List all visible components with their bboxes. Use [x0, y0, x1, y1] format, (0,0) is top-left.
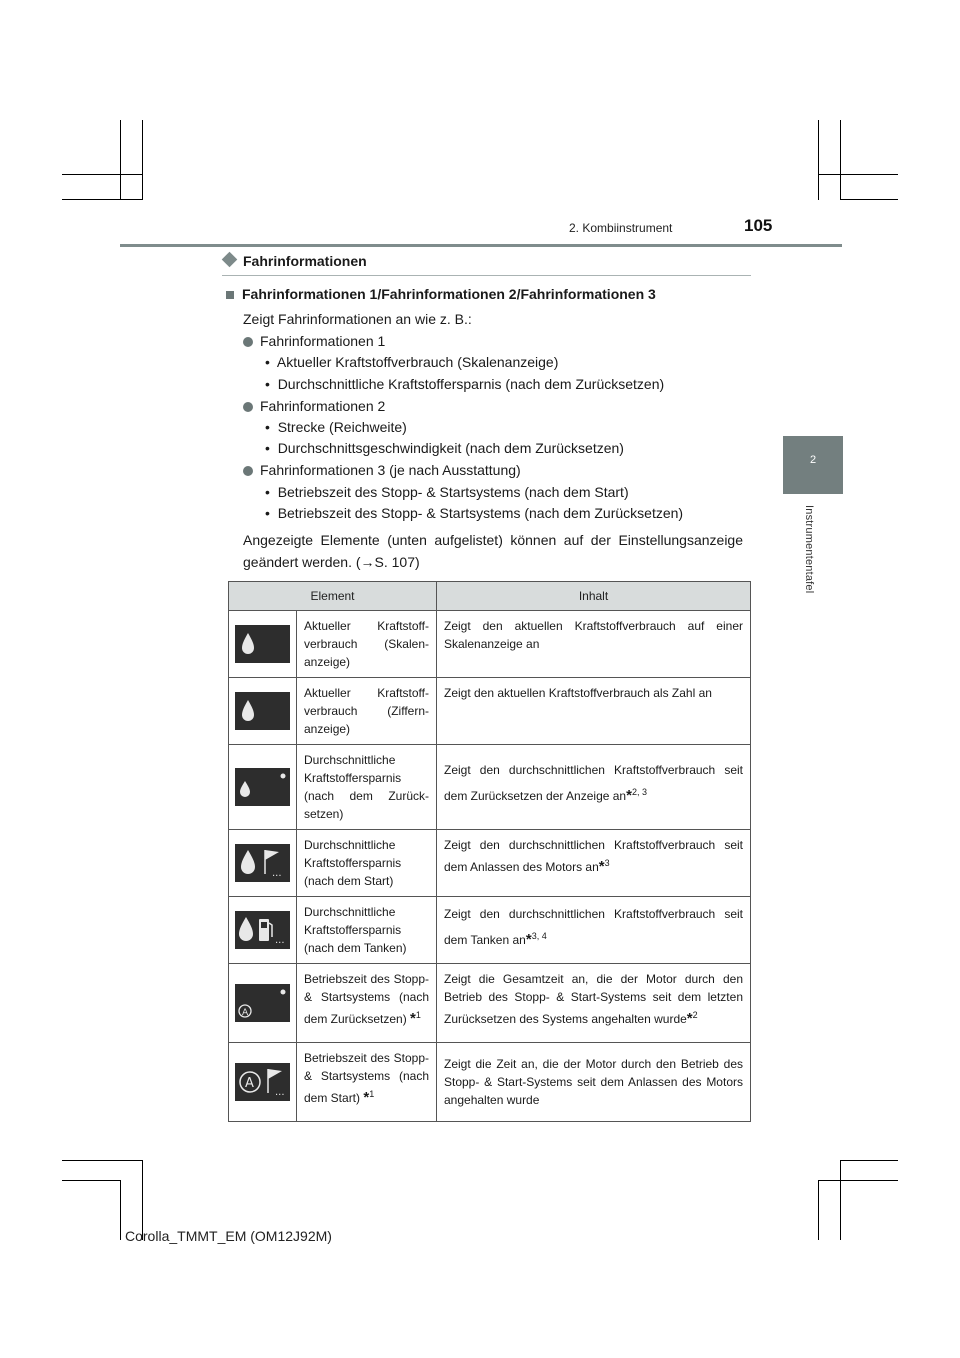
- crop-mark: [818, 120, 819, 200]
- crop-mark: [62, 1160, 142, 1161]
- column-header-element: Element: [229, 582, 437, 611]
- crop-mark: [142, 120, 143, 200]
- table-row: [229, 611, 751, 678]
- column-header-content: Inhalt: [437, 582, 751, 611]
- element-name: Aktueller Kraftstoffverbrauch (Ziffernanzeige): [297, 678, 437, 745]
- crop-mark: [818, 174, 898, 175]
- table-row: [229, 1043, 751, 1122]
- footnote-ref: 3: [604, 858, 610, 868]
- fuel-drop-pump-icon: [235, 911, 290, 949]
- intro-text: Zeigt Fahrinformationen an wie z. B.:: [243, 311, 472, 327]
- table-row: [229, 830, 751, 897]
- table-header-row: [229, 582, 751, 611]
- element-content: Zeigt den durchschnittlichen Kraftstoffverbrauch seit dem Zurücksetzen der Anzeige an*$^{2, 3}$: [437, 745, 751, 830]
- footnote-ref: 1: [369, 1089, 375, 1099]
- element-name: Betriebszeit des Stopp- & Startsystems (nach dem Zurücksetzen) *$^1$: [297, 964, 437, 1043]
- bullet-icon: [243, 466, 253, 476]
- footnote-ref: 2, 3: [631, 787, 647, 797]
- bullet-icon: [243, 402, 253, 412]
- crop-mark: [840, 1160, 841, 1240]
- list-item: Fahrinformationen 3 (je nach Ausstattung): [243, 460, 521, 481]
- table-row: [229, 897, 751, 964]
- element-content: Zeigt die Zeit an, die der Motor durch den Betrieb des Stopp- & Start-Systems seit dem Anlassen des Motors angehalten wurde: [437, 1043, 751, 1122]
- stop-start-reset-icon: [235, 984, 290, 1022]
- bullet-icon: [243, 337, 253, 347]
- element-content: Zeigt den durchschnittlichen Kraftstoffverbrauch seit dem Tanken an*$^{3, 4}$: [437, 897, 751, 964]
- svg-text:...: ...: [275, 1087, 285, 1098]
- list-subitem: • Betriebszeit des Stopp- & Startsystems (nach dem Start): [265, 484, 629, 500]
- header-rule: [120, 244, 842, 247]
- list-item: Fahrinformationen 2: [243, 396, 385, 417]
- element-content: Zeigt den durchschnittlichen Kraftstoffverbrauch seit dem Anlassen des Motors an*$^3$: [437, 830, 751, 897]
- stop-start-flag-icon: [235, 1063, 290, 1101]
- list-subitem: • Aktueller Kraftstoffverbrauch (Skalenanzeige): [265, 354, 559, 370]
- fuel-drop-gauge-icon: [235, 625, 290, 663]
- svg-text:A: A: [245, 1076, 254, 1091]
- footnote-ref: 3, 4: [531, 931, 547, 941]
- chapter-title: 2. Kombiinstrument: [569, 221, 673, 235]
- diamond-icon: [222, 252, 238, 268]
- info-table: [228, 581, 751, 1122]
- fuel-drop-flag-icon: [235, 844, 290, 882]
- element-name: Durchschnittliche Kraftstoffersparnis (nach dem Zurücksetzen): [297, 745, 437, 830]
- element-content: Zeigt den aktuellen Kraftstoffverbrauch auf einer Skalenanzeige an: [437, 611, 751, 678]
- element-name: Durchschnittliche Kraftstoffersparnis (nach dem Tanken): [297, 897, 437, 964]
- crop-mark: [62, 174, 142, 175]
- element-content: Zeigt den aktuellen Kraftstoffverbrauch als Zahl an: [437, 678, 751, 745]
- list-subitem: • Durchschnittsgeschwindigkeit (nach dem Zurücksetzen): [265, 440, 624, 456]
- list-subitem: • Strecke (Reichweite): [265, 419, 407, 435]
- list-item: Fahrinformationen 1: [243, 331, 385, 352]
- list-subitem: • Durchschnittliche Kraftstoffersparnis (nach dem Zurücksetzen): [265, 376, 665, 392]
- table-row: [229, 745, 751, 830]
- crop-mark: [840, 120, 841, 200]
- fuel-drop-reset-icon: [235, 768, 290, 806]
- table-row: [229, 964, 751, 1043]
- page-number: 105: [744, 216, 773, 235]
- table-row: [229, 678, 751, 745]
- svg-text:...: ...: [275, 935, 285, 946]
- section-rule: [222, 275, 751, 276]
- crop-mark: [840, 1160, 898, 1161]
- footnote-ref: 2: [692, 1010, 698, 1020]
- crop-mark: [62, 199, 142, 200]
- document-footer: Corolla_TMMT_EM (OM12J92M): [125, 1228, 332, 1244]
- chapter-tab-number: 2: [809, 454, 817, 466]
- element-name: Durchschnittliche Kraftstoffersparnis (nach dem Start): [297, 830, 437, 897]
- chapter-tab-label: Instrumententafel: [803, 505, 815, 594]
- element-name: Betriebszeit des Stopp- & Startsystems (nach dem Start) *$^1$: [297, 1043, 437, 1122]
- crop-mark: [120, 120, 121, 200]
- subsection-title: Fahrinformationen 1/Fahrinformationen 2/Fahrinformationen 3: [226, 286, 656, 302]
- crop-mark: [62, 1180, 120, 1181]
- chapter-tab: [783, 436, 843, 494]
- footnote-ref: 1: [415, 1010, 421, 1020]
- crop-mark: [120, 1180, 121, 1240]
- crop-mark: [840, 199, 898, 200]
- crop-mark: [818, 1180, 898, 1181]
- element-content: Zeigt die Gesamtzeit an, die der Motor durch den Betrieb des Stopp- & Start-Systems seit dem letzten Zurücksetzen des Systems angehalten wurde*$^2$: [437, 964, 751, 1043]
- svg-text:A: A: [242, 1008, 249, 1018]
- settings-note: Angezeigte Elemente (unten aufgelistet) können auf der Einstellungsanzeige geändert werden. (→S. 107): [243, 532, 743, 570]
- svg-text:...: ...: [272, 868, 282, 879]
- square-icon: [226, 291, 234, 299]
- list-subitem: • Betriebszeit des Stopp- & Startsystems (nach dem Zurücksetzen): [265, 505, 684, 521]
- fuel-drop-numeric-icon: [235, 692, 290, 730]
- crop-mark: [818, 1180, 819, 1240]
- element-name: Aktueller Kraftstoffverbrauch (Skalenanzeige): [297, 611, 437, 678]
- section-title: Fahrinformationen: [222, 253, 367, 269]
